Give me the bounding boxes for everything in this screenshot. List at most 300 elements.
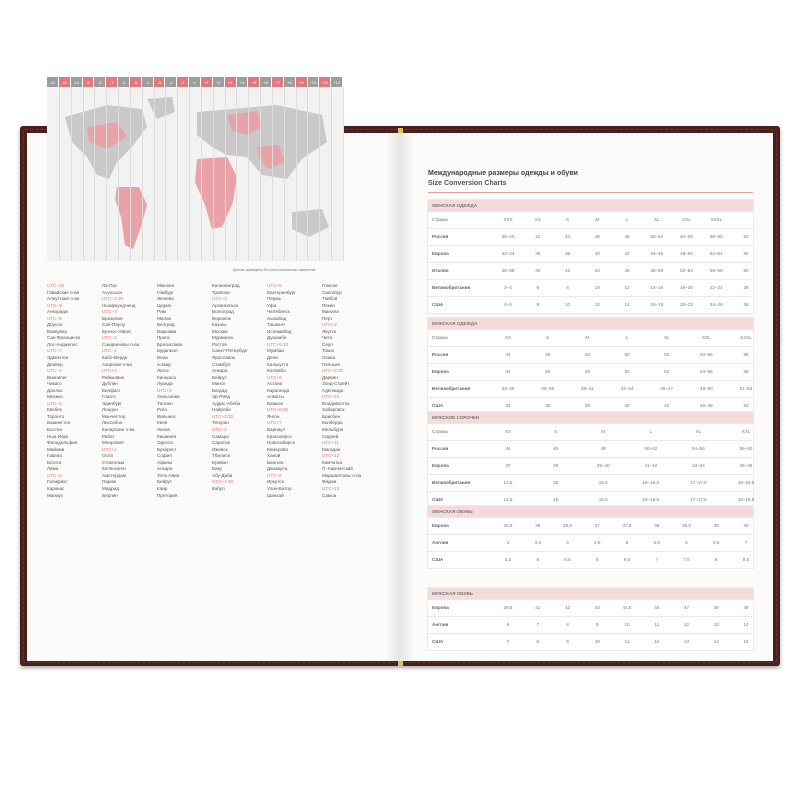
size-cell: 42–44	[620, 386, 634, 391]
size-table-row	[428, 633, 753, 650]
city-name: Ростов	[212, 341, 227, 347]
city-name: Пермь	[267, 296, 281, 302]
size-cell: 42	[564, 605, 571, 610]
city-name: Кемерово	[267, 446, 288, 452]
timezone-line	[236, 87, 237, 261]
size-cell: L	[649, 429, 653, 434]
size-cell: 16–16,5	[642, 480, 660, 485]
city-name: Самара	[212, 433, 229, 439]
row-label: Англия	[432, 622, 449, 627]
size-cell: 3,5	[534, 540, 541, 545]
size-cell: 40	[624, 403, 630, 408]
size-cell: 39,5	[503, 605, 513, 610]
size-cell: 35,5	[503, 523, 513, 528]
city-name: Канберра	[322, 420, 343, 426]
city-name: Рига	[157, 407, 167, 413]
size-cell: 56	[743, 251, 749, 256]
city-name: Бейрут	[212, 374, 228, 380]
city-name: Архангельск	[212, 302, 239, 308]
timezone-label: +12	[331, 77, 343, 87]
size-table	[428, 318, 753, 414]
size-cell: 5,5	[564, 557, 571, 562]
city-name: Челябинск	[267, 309, 290, 315]
size-cell: 52	[743, 403, 749, 408]
city-name: Ереван	[212, 459, 228, 465]
city-name: Чикаго	[47, 381, 62, 387]
gutter-shadow	[386, 133, 400, 661]
size-table-row	[428, 534, 753, 551]
size-cell: 9	[595, 622, 599, 627]
size-cell: XS	[504, 335, 512, 340]
row-label: Великобритания	[432, 386, 471, 391]
utc-offset-label: UTC+11	[322, 440, 339, 446]
size-cell: 38–40	[501, 234, 515, 239]
timezone-label: -10	[71, 77, 83, 87]
city-name: Асунсьон	[102, 289, 122, 295]
city-name: Тайбэй	[322, 296, 338, 302]
timezone-label: +11	[319, 77, 331, 87]
city-name: Токио	[322, 348, 335, 354]
size-cell: 58	[743, 352, 749, 357]
city-name: Кабо-Верде	[102, 355, 128, 361]
size-cell: 15,5	[598, 497, 608, 502]
size-cell: 8	[536, 639, 540, 644]
size-cell: 42	[664, 403, 670, 408]
city-name: Кабул	[212, 485, 225, 491]
timezone-line	[225, 87, 226, 261]
size-table-heading: ЖЕНСКАЯ ОБУВЬ	[428, 506, 753, 517]
row-label: Европа	[432, 523, 449, 528]
city-name: Хабаровск	[322, 407, 345, 413]
size-cell: 50	[624, 352, 630, 357]
city-name: Канарские о-ва	[102, 427, 135, 433]
size-cell: 44,5	[622, 605, 632, 610]
city-name: Лиссабон	[102, 420, 123, 426]
city-name: Мумбаи	[267, 348, 284, 354]
city-name: Луанда	[157, 381, 173, 387]
city-name: Будапешт	[157, 348, 179, 354]
timezone-label: +10	[308, 77, 320, 87]
city-name: Ханой	[267, 453, 281, 459]
city-name: Саратов	[212, 440, 230, 446]
size-cell: 6	[536, 285, 540, 290]
city-name: Таллин	[157, 400, 173, 406]
size-table-row	[428, 457, 753, 474]
city-name: Дарвин	[322, 374, 338, 380]
size-cell: 46	[624, 268, 630, 273]
city-name: Минск	[212, 381, 226, 387]
city-name: Анкара	[212, 368, 228, 374]
city-name: Милан	[157, 315, 172, 321]
size-cell: 16–18	[650, 302, 664, 307]
size-cell: S	[546, 335, 550, 340]
utc-offset-label: UTC−7	[47, 348, 62, 354]
page-title-ru: Международные размеры одежды и обуви	[428, 170, 578, 177]
timezone-label: +7	[272, 77, 284, 87]
utc-offset-label: UTC+4:30	[212, 479, 234, 485]
size-cell: 17–17,5	[690, 480, 707, 485]
city-name: Исламабад	[267, 328, 292, 334]
city-name: Найроби	[212, 407, 231, 413]
row-label: США	[432, 497, 444, 502]
timezone-label: -3	[154, 77, 166, 87]
size-cell: 44	[505, 369, 511, 374]
size-table-row	[428, 262, 753, 279]
city-name: Бухарест	[157, 446, 177, 452]
timezone-label: -11	[59, 77, 71, 87]
city-name: Лима	[47, 466, 59, 472]
size-table-row	[428, 245, 753, 262]
city-name: Вашингтон	[47, 420, 71, 426]
size-cell: 39	[713, 523, 719, 528]
size-cell: 52	[664, 369, 670, 374]
city-name: Алеутские о-ва	[47, 296, 80, 302]
city-column	[212, 283, 270, 493]
utc-offset-label: UTC−2	[102, 335, 117, 341]
size-cell: 48	[584, 369, 590, 374]
city-name: Аделаида	[322, 387, 344, 393]
city-name: Сидней	[322, 433, 339, 439]
size-cell: XXS	[503, 217, 513, 222]
size-cell: 45–47	[660, 386, 674, 391]
size-cell: 14,5	[503, 480, 513, 485]
row-label: Европа	[432, 251, 449, 256]
row-label: Россия	[432, 446, 449, 451]
landmass-greenland	[147, 97, 175, 119]
size-cell: 17–17,5	[690, 497, 707, 502]
size-table-row	[428, 329, 753, 346]
size-cell: 46–48	[699, 403, 713, 408]
size-cell: M	[595, 217, 600, 222]
city-name: Анкоридж	[47, 309, 69, 315]
city-name: Эр-Рияд	[212, 394, 231, 400]
timezone-line	[83, 87, 84, 261]
size-cell: 44	[564, 234, 571, 239]
timezone-label: -2	[165, 77, 177, 87]
size-cell: 10	[624, 622, 630, 627]
size-cell: 8	[536, 302, 540, 307]
city-name: Самоа	[322, 492, 337, 498]
size-cell: 39–40	[596, 463, 610, 468]
row-label: Италия	[432, 268, 449, 273]
city-name: Львов	[157, 427, 170, 433]
city-name: Доусон	[47, 322, 63, 328]
size-cell: 48	[624, 234, 630, 239]
city-name: Улан-Батор	[267, 485, 292, 491]
city-name: Филадельфия	[47, 440, 78, 446]
city-name: Ташкент	[267, 322, 286, 328]
city-name: Ньюфаундленд	[102, 302, 136, 308]
city-name: Рим	[157, 309, 166, 315]
size-cell: 6	[506, 622, 510, 627]
size-cell: 10	[594, 639, 600, 644]
size-table-row	[428, 346, 753, 363]
size-cell: XS	[504, 429, 512, 434]
utc-offset-label: UTC+6:30	[267, 407, 289, 413]
size-cell: 12	[654, 639, 660, 644]
size-cell: 38	[654, 523, 660, 528]
size-cell: 48	[600, 446, 606, 451]
size-cell: M	[601, 429, 606, 434]
city-name: Брисбен	[322, 413, 341, 419]
city-name: Даллас	[47, 387, 63, 393]
utc-offset-label: UTC+13	[322, 485, 340, 491]
city-name: Барнаул	[267, 427, 286, 433]
city-name: Тегеран	[212, 420, 229, 426]
size-cell: 36–38	[541, 386, 555, 391]
timezone-line	[284, 87, 285, 261]
size-cell: L	[625, 217, 629, 222]
world-time-zone-map	[47, 77, 343, 261]
timezone-label: -7	[106, 77, 118, 87]
timezone-line	[213, 87, 214, 261]
size-cell: 33–35	[501, 386, 515, 391]
utc-offset-label: UTC+4	[212, 427, 227, 433]
utc-offset-label: UTC−3:30	[102, 296, 124, 302]
size-cell: 54–56	[699, 369, 713, 374]
row-label: Европа	[432, 463, 449, 468]
size-cell: 43	[594, 605, 600, 610]
size-cell: 36	[535, 523, 541, 528]
size-cell: 14–16	[650, 285, 664, 290]
city-name: Стокгольм	[102, 459, 125, 465]
size-cell: 50	[624, 369, 630, 374]
size-table-row	[428, 474, 753, 491]
size-cell: 15	[553, 497, 559, 502]
city-name: Гамбург	[157, 289, 174, 295]
size-cell: 52	[664, 352, 670, 357]
size-cell: 12	[683, 622, 690, 627]
city-name: Мехико	[47, 394, 63, 400]
size-cell: XL	[653, 217, 660, 222]
size-table	[428, 200, 753, 313]
size-cell: XL	[695, 429, 702, 434]
city-name: Санкт-Петербург	[212, 348, 249, 354]
timezone-line	[319, 87, 320, 261]
size-cell: 8	[566, 622, 569, 627]
size-cell: 42	[535, 234, 541, 239]
size-cell: 7	[744, 540, 748, 545]
size-cell: 7	[506, 639, 510, 644]
size-table-row	[428, 440, 753, 457]
size-cell: 40	[594, 251, 600, 256]
size-cell: 18–18,5	[737, 497, 755, 502]
timezone-label: +3	[225, 77, 237, 87]
size-cell: 2–4	[504, 285, 512, 290]
timezone-line	[71, 87, 72, 261]
page-title-en: Size Conversion Charts	[428, 180, 507, 187]
city-name: Киншаса	[157, 374, 176, 380]
city-name: Калькутта	[267, 361, 289, 367]
size-cell: 8	[714, 557, 718, 562]
size-table-heading: МУЖСКИЕ СОРОЧКИ	[428, 412, 753, 423]
city-name: Караганда	[267, 387, 290, 393]
timezone-line	[118, 87, 119, 261]
city-name: Янгон	[267, 413, 280, 419]
row-label: Страна	[432, 335, 448, 340]
size-cell: XXL	[741, 429, 751, 434]
city-name: Ижевск	[212, 446, 228, 452]
utc-offset-label: UTC+1	[102, 446, 117, 452]
size-cell: 36–38	[501, 268, 515, 273]
size-cell: 50–52	[650, 234, 664, 239]
city-name: Одесса	[157, 440, 173, 446]
size-cell: 50–52	[644, 446, 658, 451]
timezone-line	[272, 87, 273, 261]
size-cell: 48–50	[680, 251, 693, 256]
size-cell: 32–34	[501, 251, 515, 256]
city-name: Квебек	[47, 407, 62, 413]
size-cell: 7	[536, 622, 540, 627]
timezone-line	[154, 87, 155, 261]
city-name: Ванкувер	[47, 328, 68, 334]
size-cell: 5	[536, 557, 540, 562]
row-label: США	[432, 557, 444, 562]
city-name: Каракас	[47, 485, 65, 491]
timezone-line	[343, 87, 344, 261]
timezone-label: +2	[213, 77, 225, 87]
size-cell: S	[565, 217, 570, 222]
size-cell: 54–56	[680, 234, 693, 239]
size-cell: 58–60	[739, 446, 753, 451]
row-label: Европа	[432, 605, 449, 610]
city-name: Магадан	[322, 446, 341, 452]
size-cell: XXL	[682, 217, 691, 222]
city-name: Алматы	[267, 394, 284, 400]
row-label: Великобритания	[432, 285, 471, 290]
size-cell: 6,5	[713, 540, 720, 545]
size-cell: 38	[564, 251, 571, 256]
size-cell: 36	[535, 251, 541, 256]
city-name: Прага	[157, 335, 170, 341]
city-name: Триполи	[212, 289, 230, 295]
city-name: Галифакс	[47, 479, 68, 485]
city-name: Рейкьявик	[102, 374, 124, 380]
city-name: Волгоград	[212, 309, 234, 315]
city-name: Эдинбург	[102, 400, 122, 406]
city-name: Денвер	[47, 361, 63, 367]
city-name: Гонконг	[322, 283, 339, 288]
city-name: Афины	[157, 459, 173, 465]
city-name: Ашхабад	[267, 315, 287, 321]
city-name: Баку	[212, 466, 222, 472]
timezone-label: -8	[94, 77, 106, 87]
size-cell: 44	[505, 446, 511, 451]
city-name: Алжир	[157, 361, 171, 367]
city-name: Мюнхен	[157, 283, 175, 288]
timezone-line	[165, 87, 166, 261]
size-cell: 15	[743, 639, 749, 644]
city-name: Мурманск	[212, 335, 234, 341]
city-name: Цюрих	[157, 302, 172, 308]
city-name: Буэнос-Айрес	[102, 328, 132, 334]
timezone-line	[201, 87, 202, 261]
row-label: Англия	[432, 540, 449, 545]
size-cell: 12	[594, 302, 600, 307]
timezone-label: -4	[142, 77, 154, 87]
timezone-line	[142, 87, 143, 261]
city-name: Аддис-Абеба	[212, 400, 241, 406]
size-table-row	[428, 296, 753, 313]
size-cell: 54–56	[692, 446, 705, 451]
timezone-line	[248, 87, 249, 261]
size-table-heading: МУЖСКАЯ ОБУВЬ	[428, 588, 753, 599]
size-cell: 60	[743, 268, 749, 273]
city-name: Майами	[47, 446, 65, 452]
size-cell: 15	[553, 480, 559, 485]
size-cell: 49	[743, 605, 749, 610]
row-label: Страна	[432, 429, 448, 434]
city-name: Торонто	[47, 413, 65, 419]
size-cell: 48–50	[699, 386, 713, 391]
size-cell: 15,5	[598, 480, 608, 485]
timezone-line	[189, 87, 190, 261]
size-cell: XXXL	[740, 335, 752, 340]
city-name: Перт	[322, 315, 333, 321]
city-name: Екатеринбург	[267, 289, 296, 295]
utc-offset-label: UTC+10	[322, 394, 340, 400]
size-cell: S	[554, 429, 558, 434]
timezone-label: +4	[237, 77, 249, 87]
timezone-label: -1	[177, 77, 189, 87]
city-column	[157, 283, 215, 499]
city-name: Калининград	[212, 283, 240, 288]
size-cell: XS	[534, 217, 541, 222]
size-cell: 62	[743, 234, 749, 239]
city-name: Сеул	[322, 341, 333, 347]
city-name: Белград	[157, 322, 175, 328]
size-cell: 46	[654, 605, 660, 610]
size-cell: 58–60	[709, 234, 723, 239]
utc-offset-label: UTC+6	[267, 374, 282, 380]
size-cell: 22–24	[709, 285, 723, 290]
timezone-label: -12	[47, 77, 59, 87]
size-cell: 8,5	[742, 557, 750, 562]
size-cell: 46	[545, 369, 551, 374]
city-name: Уфа	[267, 302, 277, 308]
timezone-label: +5	[248, 77, 260, 87]
city-name: Глазго	[102, 394, 116, 400]
city-name: Амстердам	[102, 472, 126, 478]
city-name: Богота	[47, 459, 62, 465]
city-column	[322, 283, 380, 499]
city-name: Претория	[157, 492, 178, 498]
size-cell: 36	[545, 403, 551, 408]
city-name: Тбилиси	[212, 453, 231, 459]
city-name: Гавайские о-ва	[47, 289, 80, 295]
size-cell: 4–6	[504, 302, 512, 307]
city-name: Владивосток	[322, 400, 350, 406]
size-table-heading: ЖЕНСКАЯ ОДЕЖДА	[428, 200, 753, 211]
utc-offset-label: UTC−8	[47, 315, 62, 321]
city-name: Берлин	[102, 492, 118, 498]
size-cell: 38	[584, 403, 590, 408]
size-cell: 38,5	[682, 523, 691, 528]
timezone-label: +9	[296, 77, 308, 87]
size-table-row	[428, 616, 753, 633]
size-cell: 10	[594, 285, 600, 290]
size-cell: 16–16,5	[642, 497, 660, 502]
timezone-label: 0	[189, 77, 201, 87]
size-cell: XXL	[701, 335, 711, 340]
size-cell: 46	[553, 446, 559, 451]
size-table-heading: МУЖСКАЯ ОДЕЖДА	[428, 318, 753, 329]
row-label: США	[432, 403, 444, 408]
city-name: Ла-Пас	[102, 283, 118, 288]
size-table-row	[428, 599, 753, 616]
size-tables	[400, 0, 773, 800]
city-name: Фиджи	[322, 479, 337, 485]
